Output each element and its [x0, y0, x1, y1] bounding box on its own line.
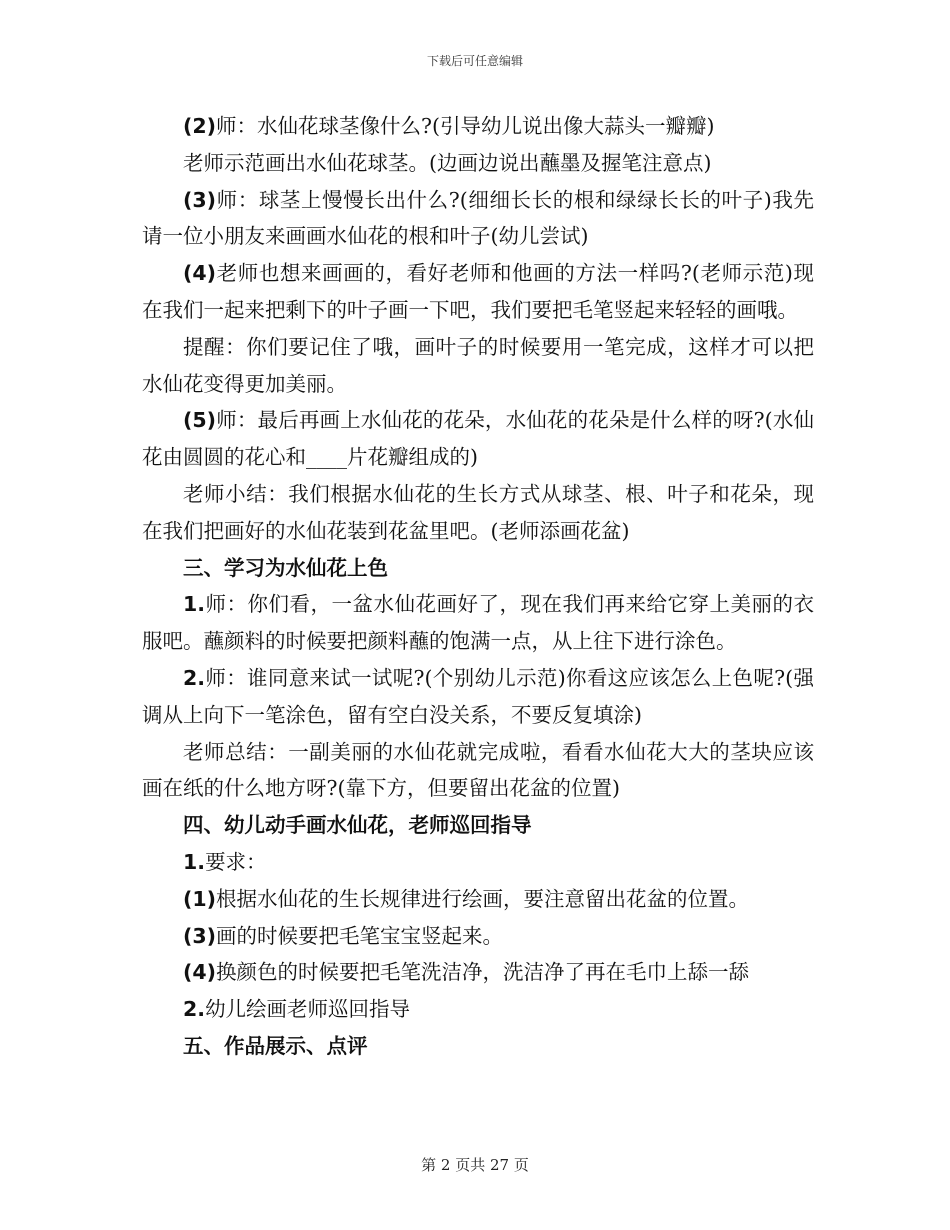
paragraph-number: (5) — [183, 408, 217, 433]
paragraph-text: 老师小结：我们根据水仙花的生长方式从球茎、根、叶子和花朵，现在我们把画好的水仙花装到花盆里吧。(老师添画花盆) — [142, 481, 814, 543]
paragraph-number: (1) — [183, 886, 217, 911]
paragraph — [142, 255, 814, 329]
paragraph — [142, 991, 814, 1028]
paragraph-number: 1. — [183, 849, 206, 874]
paragraph-text: 三、学习为水仙花上色 — [183, 555, 388, 580]
paragraph — [142, 844, 814, 881]
paragraph — [142, 329, 814, 403]
paragraph-number: (3) — [183, 923, 217, 948]
paragraph — [142, 402, 814, 476]
page-footer: 第 2 页共 27 页 — [421, 1156, 529, 1174]
paragraph-number: 2. — [183, 665, 206, 690]
paragraph-text: 换颜色的时候要把毛笔洗洁净，洗洁净了再在毛巾上舔一舔 — [216, 960, 750, 985]
section-heading — [142, 550, 814, 587]
paragraph — [142, 881, 814, 918]
paragraph-text: 师：谁同意来试一试呢?(个别幼儿示范)你看这应该怎么上色呢?(强调从上向下一笔涂色，留有空白没关系，不要反复填涂) — [142, 665, 814, 727]
paragraph-text: 根据水仙花的生长规律进行绘画，要注意留出花盆的位置。 — [216, 886, 750, 911]
paragraph-text: 五、作品展示、点评 — [183, 1033, 368, 1058]
paragraph — [142, 660, 814, 734]
paragraph-text: 老师总结：一副美丽的水仙花就完成啦，看看水仙花大大的茎块应该画在纸的什么地方呀?(靠下方，但要留出花盆的位置) — [142, 739, 814, 801]
paragraph — [142, 182, 814, 256]
paragraph-number: (3) — [183, 187, 217, 212]
paragraph-text: 师：最后再画上水仙花的花朵，水仙花的花朵是什么样的呀?(水仙花由圆圆的花心和____片花瓣组成的) — [142, 408, 814, 470]
paragraph-text: 师：水仙花球茎像什么?(引导幼儿说出像大蒜头一瓣瓣) — [216, 114, 715, 138]
paragraph — [142, 918, 814, 955]
paragraph-text: 师：球茎上慢慢长出什么?(细细长长的根和绿绿长长的叶子)我先请一位小朋友来画画水仙花的根和叶子(幼儿尝试) — [142, 187, 814, 249]
section-heading — [142, 807, 814, 844]
paragraph — [142, 476, 814, 550]
paragraph — [142, 108, 814, 145]
paragraph — [142, 954, 814, 991]
paragraph-text: 画的时候要把毛笔宝宝竖起来。 — [216, 923, 504, 948]
paragraph-number: 2. — [183, 997, 206, 1022]
paragraph — [142, 145, 814, 182]
page-header: 下载后可任意编辑 — [426, 54, 523, 68]
paragraph-number: (2) — [183, 114, 217, 138]
paragraph-text: 四、幼儿动手画水仙花，老师巡回指导 — [183, 813, 532, 838]
paragraph-number: (4) — [183, 960, 217, 985]
paragraph-text: 师：你们看，一盆水仙花画好了，现在我们再来给它穿上美丽的衣服吧。蘸颜料的时候要把颜料蘸的饱满一点，从上往下进行涂色。 — [142, 592, 814, 654]
section-heading — [142, 1028, 814, 1065]
paragraph-number: (4) — [183, 261, 217, 286]
paragraph-text: 要求： — [205, 849, 267, 874]
paragraph-number: 1. — [183, 592, 206, 617]
paragraph-text: 老师示范画出水仙花球茎。(边画边说出蘸墨及握笔注意点) — [183, 150, 712, 175]
document-body — [142, 108, 814, 1065]
paragraph-text: 幼儿绘画老师巡回指导 — [205, 997, 411, 1022]
paragraph-text: 提醒：你们要记住了哦，画叶子的时候要用一笔完成，这样才可以把水仙花变得更加美丽。 — [142, 334, 814, 396]
paragraph-text: 老师也想来画画的，看好老师和他画的方法一样吗?(老师示范)现在我们一起来把剩下的叶子画一下吧，我们要把毛笔竖起来轻轻的画哦。 — [142, 261, 814, 322]
paragraph — [142, 734, 814, 808]
paragraph — [142, 586, 814, 660]
